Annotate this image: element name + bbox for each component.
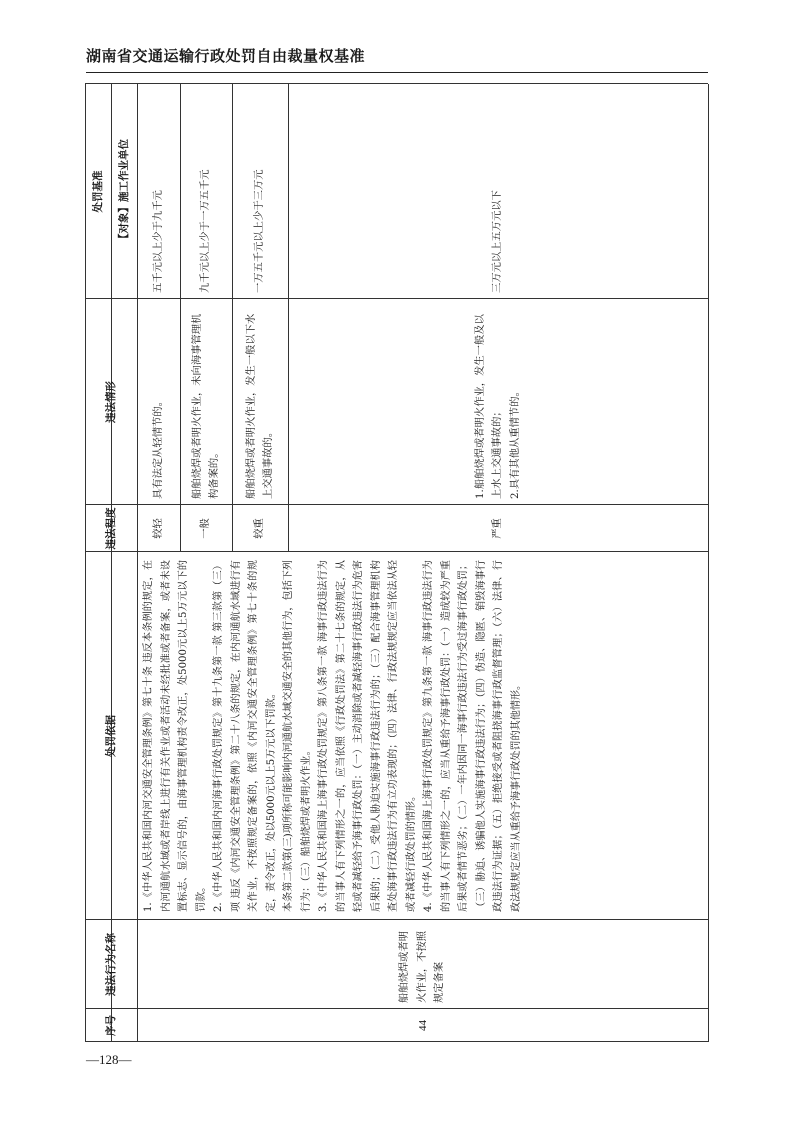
- standard-heavy: 一万五千元以上少于三万元: [253, 169, 266, 293]
- basis-clause-2-note: 本条第二款第(三)项所称可能影响内河通航水域交通安全的其他行为，包括下列行为：（三）船舶烧焊或者明火作业。: [283, 560, 312, 912]
- header-violation-name: 违法行为名称: [104, 933, 117, 996]
- standard-light: 五千元以上少于九千元: [151, 190, 164, 293]
- basis-clause-3: 3.《中华人民共和国海上海事行政处罚规定》第八条第一款 海事行政违法行为的当事人有下列情形之一的，应当依照《行政处罚法》第二十七条的规定，从轻或者减轻给予海事行政处罚：（一）主动消除或者减轻海事行政违法行为危害后果的；（二）受他人胁迫实施海事行政违法行为的；（三）配合海事管理机构查处海事行政违法行为有立功表现的；（四）法律、行政法规规定应当依法从轻或者减轻行政处罚的情形。: [318, 560, 417, 912]
- degree-heavy: 较重: [253, 518, 266, 539]
- header-degree: 违法程度: [104, 507, 117, 550]
- standard-general: 九千元以上少于一万五千元: [199, 169, 212, 293]
- header-divider: [86, 72, 708, 73]
- situation-general: 船舶烧焊或者明火作业，未向海事管理机构备案的。: [190, 313, 220, 499]
- penalty-standard-table: [85, 84, 708, 1042]
- situation-severe: 1.船舶烧焊或者明火作业，发生一般及以上水上交通事故的； 2.具有其他从重情节的。: [473, 314, 521, 499]
- row-violation-name: 船舶烧焊或者明火作业，不按照规定备案: [398, 930, 446, 1003]
- basis-clause-4: 4.《中华人民共和国海上海事行政处罚规定》第九条第一款 海事行政违法行为的当事人有下列情形之一的，应当从重给予海事行政处罚：（一）造成较为严重后果或者情节恶劣；（二）一年内因同一海事行政违法行为受过海事行政处罚；（三）胁迫、诱骗他人实施海事行政违法行为；（四）伪造、隐匿、销毁海事行政违法行为证据；（五）拒绝接受或者阻挠海事行政监督管理；（六）法律、行政法规规定应当从重给予海事行政处罚的其他情形。: [423, 560, 522, 912]
- degree-general: 一般: [199, 518, 212, 539]
- header-standard-object: 【对象】施工作业单位: [117, 139, 130, 244]
- header-seq: 序号: [104, 1015, 117, 1036]
- situation-heavy: 船舶烧焊或者明火作业，发生一般以下水上交通事故的。: [244, 313, 274, 499]
- degree-severe: 严重: [491, 518, 504, 539]
- degree-light: 较轻: [151, 518, 164, 539]
- situation-light: 具有法定从轻情节的。: [151, 396, 164, 499]
- document-header-title: 湖南省交通运输行政处罚自由裁量权基准: [86, 47, 366, 65]
- standard-severe: 三万元以上五万元以下: [491, 190, 504, 293]
- row-seq: 44: [416, 1020, 429, 1031]
- header-standard: 处罚基准: [91, 170, 104, 213]
- page-number: —128—: [86, 1052, 132, 1067]
- header-situation: 违法情形: [104, 381, 117, 423]
- header-basis: 处罚依据: [104, 715, 117, 757]
- basis-clause-2: 2.《中华人民共和国内河海事行政处罚规定》第十九条第一款 第三款第（三）项 违反《内河交通安全管理条例》第二十八条的规定，在内河通航水域进行有关作业，不按照规定备案的，依照《内河交通安全管理条例》第七十条的规定，责令改正，处以5000元以上5万元以下罚款。: [213, 560, 277, 912]
- table-border-bottom: [708, 84, 709, 1042]
- row-penalty-basis: [137, 552, 708, 920]
- basis-clause-1: 1.《中华人民共和国内河交通安全管理条例》第七十条 违反本条例的规定，在内河通航水域或者岸线上进行有关作业或者活动未经批准或者备案，或者未设置标志、显示信号的，由海事管理机构责令改正，处5000元以上5万元以下的罚款。: [143, 560, 207, 912]
